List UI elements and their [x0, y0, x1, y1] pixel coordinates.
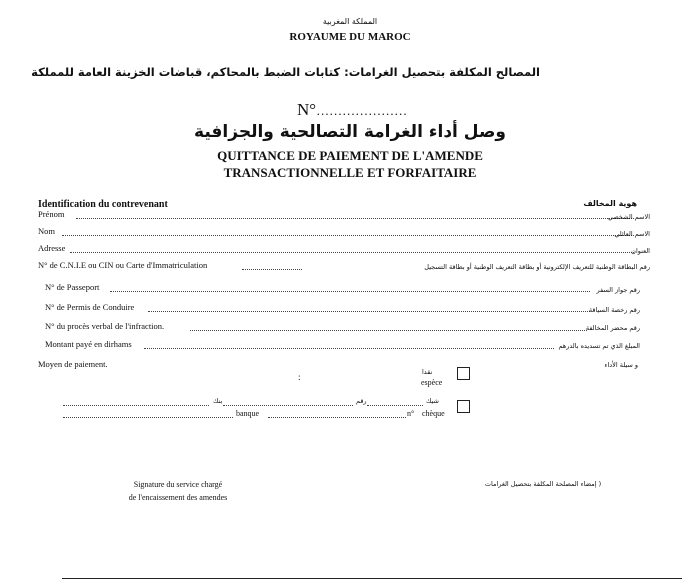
cheque-bank-arabic: بنك: [213, 397, 223, 405]
cheque-bank-ar-line[interactable]: [63, 405, 209, 406]
field-line-adresse[interactable]: [70, 252, 634, 253]
field-label-cnie-arabic: رقم البطاقة الوطنية للتعريف الإلكترونية أو بطاقة التعريف الوطنية أو بطاقة التسجيل: [424, 263, 650, 271]
field-label-adresse-arabic: العنوان: [631, 247, 650, 255]
cheque-bank-line[interactable]: [63, 417, 233, 418]
field-line-montant[interactable]: [144, 348, 554, 349]
cheque-bank-label: banque: [236, 409, 260, 418]
field-label-montant-arabic: المبلغ الذي تم تسديده بالدرهم: [558, 342, 640, 350]
cash-checkbox[interactable]: [457, 367, 470, 380]
signature-line-1: Signature du service chargé: [133, 480, 223, 489]
signature-service-arabic: ( إمضاء المصلحة المكلفة بتحصيل الغرامات: [484, 480, 602, 488]
field-line-proces-verbal[interactable]: [190, 330, 587, 331]
receipt-number: N°…………………: [297, 100, 408, 119]
cheque-number-arabic: رقم: [356, 397, 367, 405]
field-line-permis[interactable]: [148, 311, 590, 312]
field-line-passeport[interactable]: [110, 291, 590, 292]
payment-method-label: Moyen de paiement.: [38, 359, 108, 369]
field-label-montant: Montant payé en dirhams: [45, 339, 132, 349]
cash-option-arabic: نقدا: [422, 368, 433, 376]
cheque-number-label: n°: [407, 409, 415, 418]
field-label-permis: N° de Permis de Conduire: [45, 302, 135, 312]
title-french-line2: TRANSACTIONNELLE ET FORFAITAIRE: [223, 165, 477, 180]
cheque-number-ar-line-2[interactable]: [367, 405, 423, 406]
payment-colon: :: [298, 372, 301, 382]
bottom-rule: [62, 578, 682, 579]
field-label-nom: Nom: [38, 226, 55, 236]
identification-heading-arabic: هوية المخالف: [583, 199, 637, 208]
field-label-adresse: Adresse: [38, 243, 66, 253]
cheque-option-arabic: شيك: [426, 397, 439, 405]
cheque-checkbox[interactable]: [457, 400, 470, 413]
signature-line-2: de l'encaissement des amendes: [128, 493, 228, 502]
kingdom-arabic: المملكة المغربية: [322, 17, 378, 26]
cash-option-label: espèce: [421, 378, 443, 387]
title-arabic: وصل أداء الغرامة التصالحية والجزافية: [194, 122, 506, 142]
field-label-prenom: Prénom: [38, 209, 65, 219]
field-label-cnie: N° de C.N.I.E ou CIN ou Carte d'Immatriculation: [38, 260, 208, 270]
cheque-number-line[interactable]: [268, 417, 406, 418]
field-line-nom[interactable]: [62, 235, 634, 236]
field-label-prenom-arabic: الاسم الشخصي: [607, 213, 650, 221]
field-line-cnie[interactable]: [242, 269, 302, 270]
field-label-proces-verbal-arabic: رقم محضر المخالفة: [585, 324, 640, 332]
payment-method-label-arabic: و سيلة الأداء: [604, 361, 638, 369]
field-label-passeport: N° de Passeport: [45, 282, 100, 292]
signature-service-label: [108, 478, 248, 504]
kingdom-french: ROYAUME DU MAROC: [289, 31, 411, 43]
field-label-permis-arabic: رقم رخصة السياقة: [588, 306, 640, 314]
field-label-nom-arabic: الاسم العائلي: [614, 230, 650, 238]
field-label-passeport-arabic: رقم جواز السفر: [596, 286, 640, 294]
cheque-number-ar-line[interactable]: [223, 405, 353, 406]
identification-heading: Identification du contrevenant: [38, 199, 168, 210]
field-label-proces-verbal: N° du procès verbal de l'infraction.: [45, 321, 165, 331]
cheque-option-label: chèque: [422, 409, 445, 418]
collection-services-arabic: المصالح المكلفة بتحصيل الغرامات: كتابات الضبط بالمحاكم، قباضات الخزينة العامة للمملكة: [31, 65, 540, 79]
field-line-prenom[interactable]: [76, 218, 634, 219]
title-french-line1: QUITTANCE DE PAIEMENT DE L'AMENDE: [217, 148, 483, 163]
